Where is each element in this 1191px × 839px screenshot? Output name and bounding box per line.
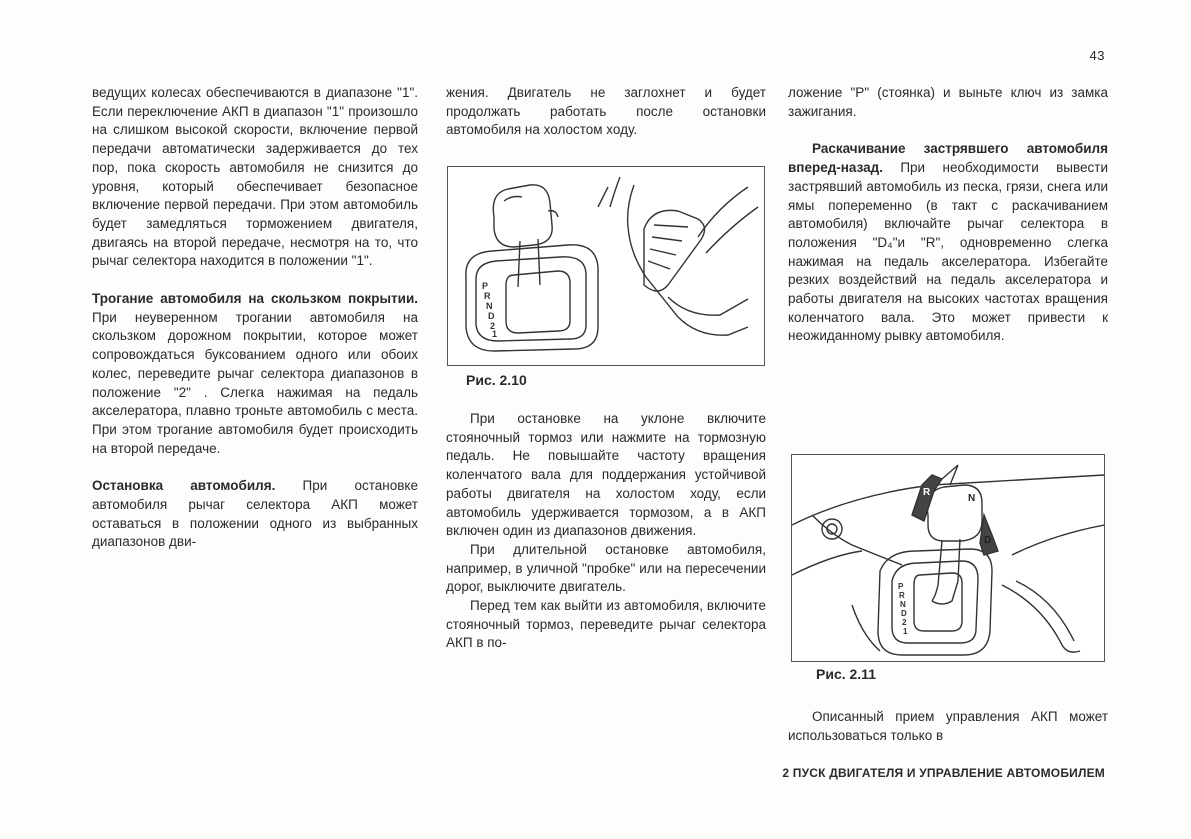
col1-paragraph-1: ведущих колесах обеспечиваются в диапазоне "1". Если переключение АКП в диапазон "1" произошло на слишком высокой скорости, включение первой передачи автоматически задерживается до тех пор, пока скорость автомобиля не снизится до уровня, который обеспечивает безопасное включение первой передачи. При этом автомобиль будет замедляться торможением двигателя, двигаясь на второй передаче, несмотря на то, что рычаг селектора находится в положении "1".	[92, 85, 418, 269]
gate-label-2: 2	[490, 321, 496, 331]
col1-paragraph-3	[92, 477, 418, 552]
gate2-label-2: 2	[902, 618, 907, 627]
gate2-label-1: 1	[903, 627, 908, 636]
selector-rocking-illustration	[792, 455, 1104, 661]
col1-paragraph-2	[92, 290, 418, 458]
gate-label-p: P	[482, 281, 489, 291]
col2-paragraph-1: жения. Двигатель не заглохнет и будет продолжать работать после остановки автомобиля на холостом ходу.	[446, 85, 766, 138]
col3-paragraph-2-text: При необходимости вывести застрявший автомобиль из песка, грязи, снега или ямы попеременно (в такт с раскачиванием автомобиля) включайте рычаг селектора в положения "D₄"и "R", одновременно слегка нажимая на педаль акселератора. Избегайте резких воздействий на педаль акселератора и работы двигателя на высоких частотах вращения коленчатого вала. Это может привести к неожиданному рывку автомобиля.	[788, 160, 1108, 344]
heading-vehicle-stop: Остановка автомобиля.	[92, 478, 276, 494]
gate2-label-n: N	[900, 600, 906, 609]
col3-paragraph-3: Описанный прием управления АКП может использоваться только в	[788, 709, 1108, 743]
figure-2-11-selector-rocking	[791, 454, 1105, 662]
gate-label-r: R	[484, 291, 491, 301]
col3-paragraph-1: ложение "P" (стоянка) и выньте ключ из замка зажигания.	[788, 85, 1108, 119]
column-3-lower	[788, 708, 1108, 745]
gate-label-n: N	[486, 301, 493, 311]
heading-rocking-stuck-vehicle: Раскачивание застрявшего автомобиля вперед-назад.	[788, 141, 1108, 176]
arrow-label-n: N	[968, 493, 976, 504]
column-2-lower	[446, 410, 766, 653]
gate-label-d: D	[488, 311, 495, 321]
gate2-label-r: R	[899, 591, 905, 600]
col2-paragraph-3: При длительной остановке автомобиля, например, в уличной "пробке" или на пересечении дорог, выключите двигатель.	[446, 541, 766, 595]
figure-2-10-selector-and-brake-pedal	[447, 166, 765, 366]
page-number: 43	[1089, 48, 1105, 63]
col2-paragraph-2: При остановке на уклоне включите стояночный тормоз или нажмите на тормозную педаль. Не повышайте частоту вращения коленчатого вала для поддержания устойчивой работы двигателя на холостом ходу, если автомобиль удерживается тормозом, а в АКП включен один из диапазонов движения.	[446, 411, 766, 539]
gate-label-1: 1	[492, 329, 498, 339]
arrow-label-d: D	[984, 535, 992, 546]
figure-2-10-caption: Рис. 2.10	[466, 372, 527, 388]
col2-paragraph-4: Перед тем как выйти из автомобиля, включите стояночный тормоз, переведите рычаг селектора АКП в по-	[446, 598, 766, 651]
column-1	[92, 84, 418, 552]
col1-paragraph-2-text: При неуверенном трогании автомобиля на скользком дорожном покрытии, которое может сопровождаться буксованием одного или обоих колес, переведите рычаг селектора диапазонов в положение "2" . Слегка нажимая на педаль акселератора, плавно троньте автомобиль с места. При этом трогание автомобиля будет происходить на второй передаче.	[92, 309, 418, 456]
column-2	[446, 84, 766, 140]
col3-paragraph-2	[788, 140, 1108, 346]
col1-paragraph-3-text: При остановке автомобиля рычаг селектора АКП может оставаться в положении одного из выбранных диапазонов дви-	[92, 478, 418, 550]
column-3	[788, 84, 1108, 346]
arrow-label-r: R	[923, 487, 931, 498]
figure-2-11-caption: Рис. 2.11	[816, 666, 876, 682]
heading-slippery-start: Трогание автомобиля на скользком покрытии.	[92, 291, 418, 307]
gate2-label-p: P	[898, 582, 904, 591]
gate2-label-d: D	[901, 609, 907, 618]
chapter-footer: 2 ПУСК ДВИГАТЕЛЯ И УПРАВЛЕНИЕ АВТОМОБИЛЕМ	[782, 766, 1105, 780]
selector-lever-pedal-illustration	[448, 167, 764, 365]
